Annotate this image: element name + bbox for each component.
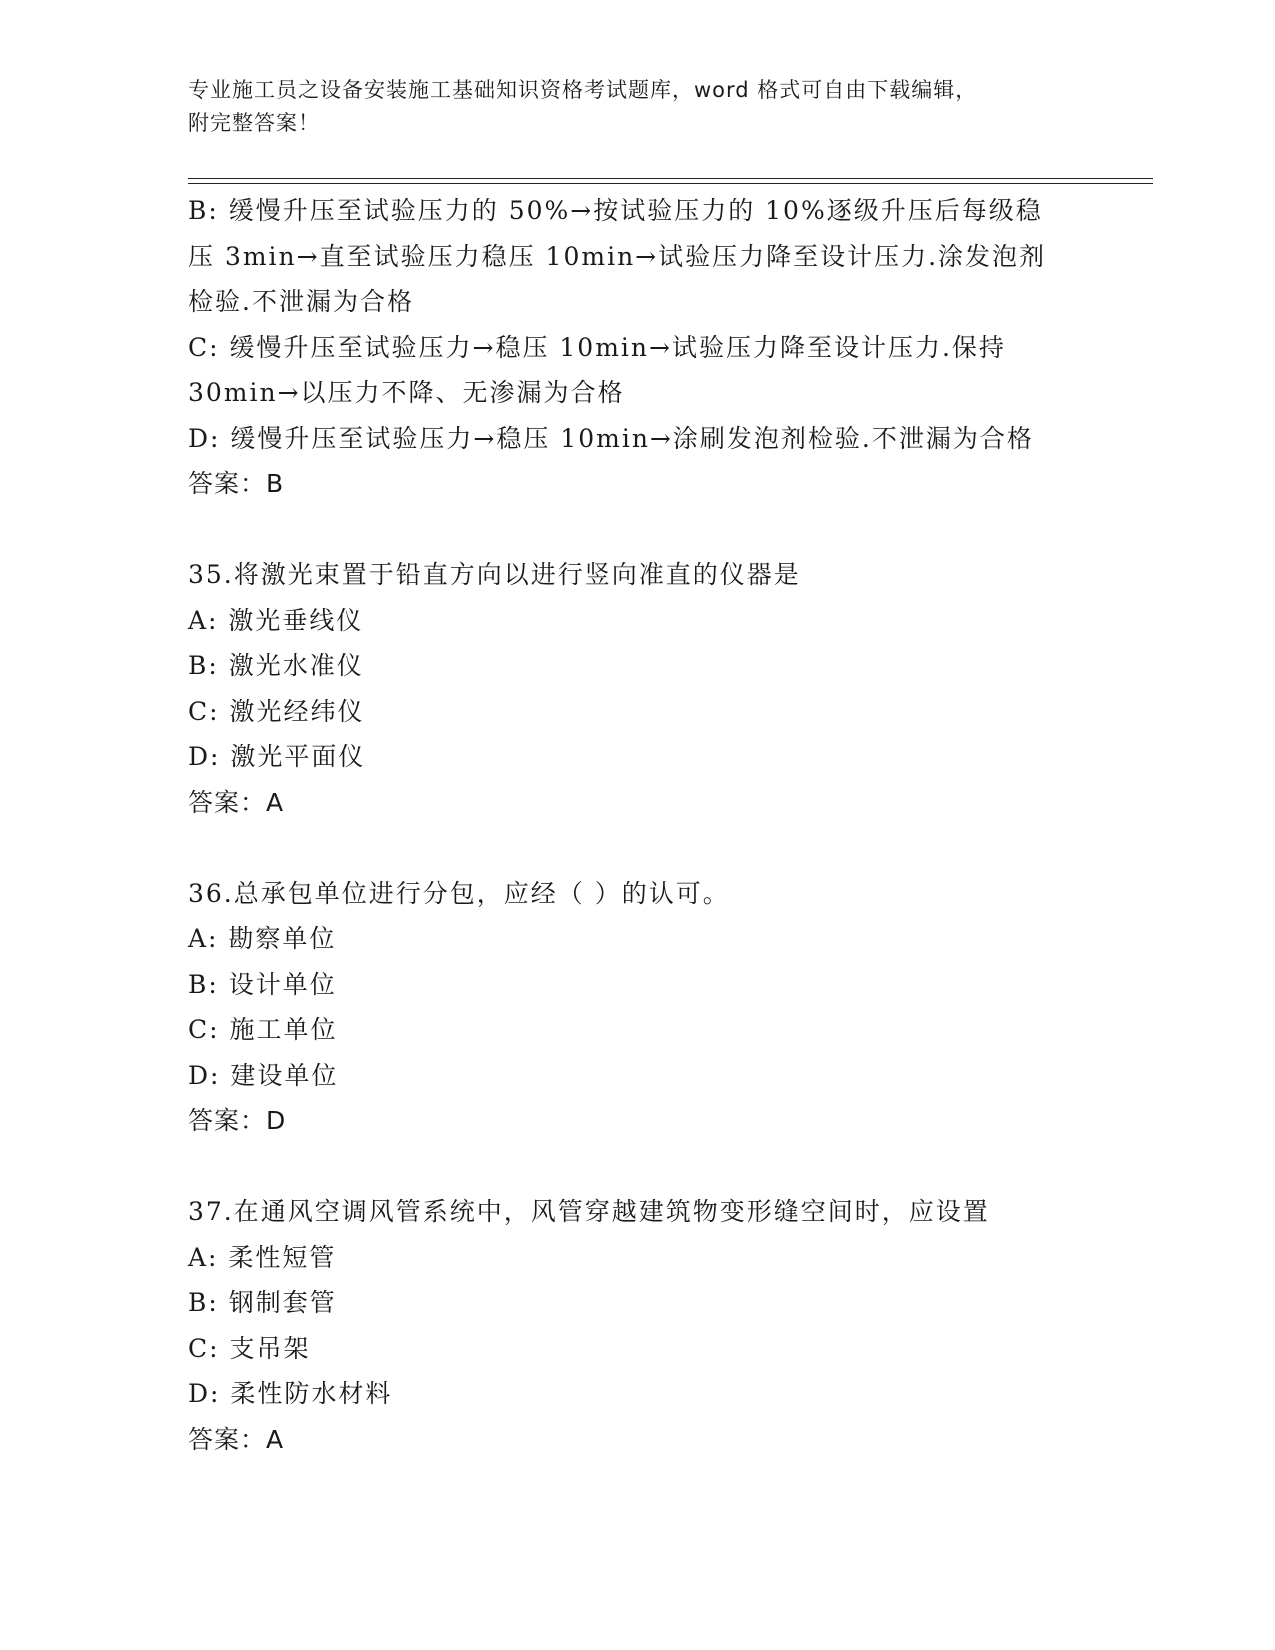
option-d: D: 柔性防水材料	[188, 1379, 393, 1408]
answer-line: 答案：A	[188, 787, 285, 817]
question-block-36	[188, 871, 1088, 1144]
option-b-line-3: 检验.不泄漏为合格	[188, 287, 414, 316]
header-divider-top	[188, 178, 1153, 179]
question-content	[188, 188, 1088, 1462]
option-d: D: 建设单位	[188, 1060, 339, 1090]
question-stem: 35.将激光束置于铅直方向以进行竖向准直的仪器是	[188, 560, 801, 589]
prev-question-block	[188, 188, 1088, 507]
option-d: D: 激光平面仪	[188, 742, 366, 771]
option-c: C: 施工单位	[188, 1015, 338, 1044]
question-block-35	[188, 552, 1088, 825]
spacer	[188, 507, 1088, 553]
option-c-line-2: 30min→以压力不降、无渗漏为合格	[188, 378, 625, 407]
option-b: B: 钢制套管	[188, 1288, 337, 1317]
header-line-2: 附完整答案！	[188, 111, 320, 135]
option-c: C: 支吊架	[188, 1333, 311, 1363]
option-c-line-1: C: 缓慢升压至试验压力→稳压 10min→试验压力降至设计压力.保持	[188, 332, 1006, 362]
answer-line: 答案：B	[188, 469, 285, 498]
question-stem: 36.总承包单位进行分包，应经（ ）的认可。	[188, 878, 730, 908]
header-divider-bottom	[188, 183, 1153, 184]
answer-line: 答案：A	[188, 1424, 285, 1454]
document-header	[188, 74, 1068, 140]
option-a: A: 柔性短管	[188, 1242, 337, 1272]
option-a: A: 激光垂线仪	[188, 605, 364, 635]
option-b: B: 设计单位	[188, 969, 337, 999]
option-b-line-2: 压 3min→直至试验压力稳压 10min→试验压力降至设计压力.涂发泡剂	[188, 241, 1047, 271]
option-a: A: 勘察单位	[188, 924, 337, 953]
spacer	[188, 1144, 1088, 1190]
header-line-1: 专业施工员之设备安装施工基础知识资格考试题库，word 格式可自由下载编辑，	[188, 78, 978, 102]
answer-line: 答案：D	[188, 1106, 287, 1135]
question-block-37	[188, 1189, 1088, 1462]
question-stem: 37.在通风空调风管系统中，风管穿越建筑物变形缝空间时，应设置	[188, 1197, 990, 1226]
spacer	[188, 825, 1088, 871]
option-c: C: 激光经纬仪	[188, 696, 365, 726]
option-d: D: 缓慢升压至试验压力→稳压 10min→涂刷发泡剂检验.不泄漏为合格	[188, 423, 1034, 453]
option-b: B: 激光水准仪	[188, 651, 364, 680]
option-b-line-1: B: 缓慢升压至试验压力的 50%→按试验压力的 10%逐级升压后每级稳	[188, 196, 1043, 225]
